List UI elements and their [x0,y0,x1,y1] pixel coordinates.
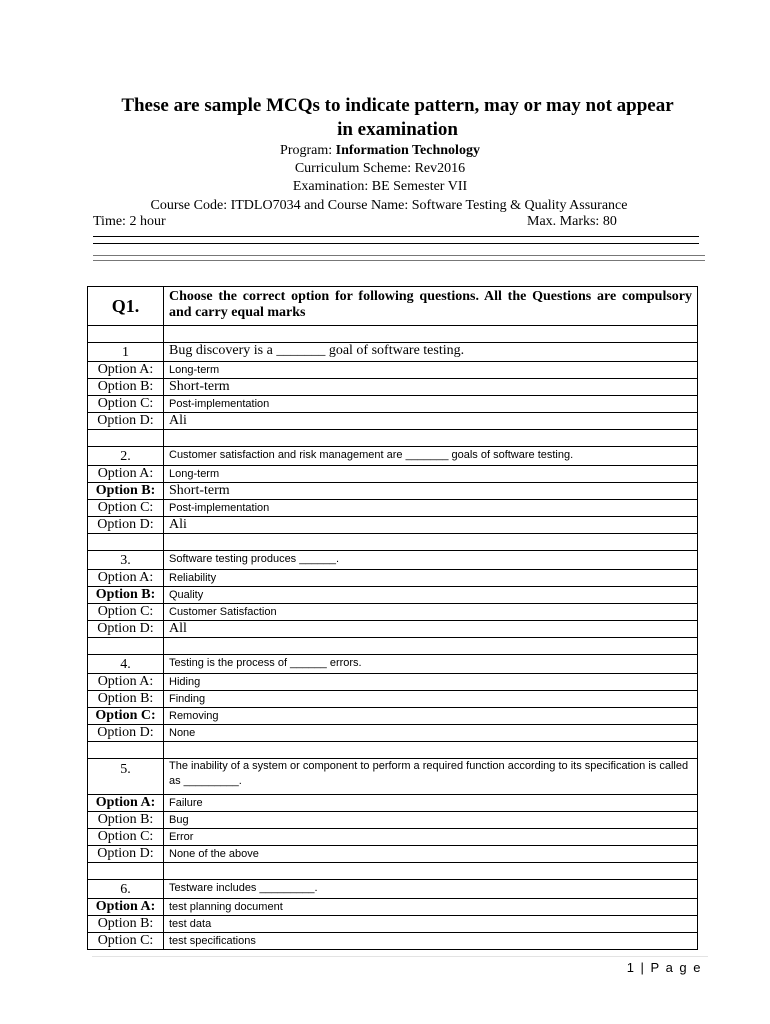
spacer-cell [164,742,698,759]
option-text: Failure [164,795,698,812]
option-text: Customer Satisfaction [164,604,698,621]
spacer-cell [88,742,164,759]
spacer-cell [164,430,698,447]
option-label: Option C: [88,829,164,846]
spacer-cell [88,430,164,447]
examination-line: Examination: BE Semester VII [292,179,468,194]
option-text: Bug [164,812,698,829]
option-label: Option C: [88,500,164,517]
option-label: Option A: [88,362,164,379]
option-text: test planning document [164,899,698,916]
spacer-cell [164,863,698,880]
option-label: Option D: [88,846,164,863]
footer-rule [92,956,708,957]
question-number: 1 [88,343,164,362]
option-label: Option D: [88,517,164,534]
option-text: Finding [164,691,698,708]
title-line-2: in examination [337,119,458,140]
double-rule-light [93,255,705,261]
option-label: Option A: [88,466,164,483]
course-line: Course Code: ITDLO7034 and Course Name: Software Testing & Quality Assurance [150,198,628,213]
option-label: Option B: [88,812,164,829]
option-text: Quality [164,587,698,604]
mcq-table [87,286,698,950]
option-label: Option C: [88,933,164,950]
option-text: All [164,621,698,638]
max-marks-line: Max. Marks: 80 [527,214,617,229]
option-text: None of the above [164,846,698,863]
program-value: Information Technology [335,143,480,158]
question-number: 3. [88,551,164,570]
option-label: Option A: [88,570,164,587]
option-text: Error [164,829,698,846]
option-text: test specifications [164,933,698,950]
question-text: Bug discovery is a _______ goal of software testing. [164,343,698,362]
question-number: 5. [88,759,164,795]
option-label: Option B: [88,916,164,933]
spacer-cell [88,326,164,343]
program-label: Program: [280,143,336,158]
option-text: Short-term [164,379,698,396]
time-line: Time: 2 hour [93,214,166,229]
title-line-1: These are sample MCQs to indicate pattern, may or may not appear [121,95,674,116]
question-number: 4. [88,655,164,674]
option-label: Option B: [88,691,164,708]
option-text: Post-implementation [164,396,698,413]
option-text: Removing [164,708,698,725]
spacer-cell [164,326,698,343]
option-label: Option C: [88,604,164,621]
question-number: 6. [88,880,164,899]
question-text: Software testing produces ______. [164,551,698,570]
option-label: Option D: [88,621,164,638]
option-label-correct: Option B: [88,483,164,500]
curriculum-line: Curriculum Scheme: Rev2016 [294,161,466,176]
option-label: Option D: [88,413,164,430]
question-text: Customer satisfaction and risk management are _______ goals of software testing. [164,447,698,466]
option-label: Option C: [88,396,164,413]
option-label-correct: Option A: [88,795,164,812]
double-rule [93,236,699,244]
instructions: Choose the correct option for following questions. All the Questions are compulsory and carry equal marks [164,287,698,326]
option-text: Hiding [164,674,698,691]
question-number: 2. [88,447,164,466]
option-label-correct: Option C: [88,708,164,725]
option-text: Long-term [164,362,698,379]
spacer-cell [164,638,698,655]
program-line [0,142,760,160]
option-text: Reliability [164,570,698,587]
page-number: 1 | P a g e [626,960,702,975]
question-group-label: Q1. [88,287,164,326]
option-label: Option D: [88,725,164,742]
question-text: The inability of a system or component to perform a required function according to its specification is called as _________. [164,759,698,795]
question-text: Testing is the process of ______ errors. [164,655,698,674]
spacer-cell [88,534,164,551]
document-title [0,94,770,142]
option-label-correct: Option B: [88,587,164,604]
option-label: Option A: [88,674,164,691]
spacer-cell [88,638,164,655]
option-text: Short-term [164,483,698,500]
option-text: Ali [164,517,698,534]
spacer-cell [164,534,698,551]
spacer-cell [88,863,164,880]
option-label: Option B: [88,379,164,396]
option-text: test data [164,916,698,933]
option-text: Long-term [164,466,698,483]
question-text: Testware includes _________. [164,880,698,899]
option-text: Ali [164,413,698,430]
option-text: None [164,725,698,742]
option-text: Post-implementation [164,500,698,517]
option-label-correct: Option A: [88,899,164,916]
